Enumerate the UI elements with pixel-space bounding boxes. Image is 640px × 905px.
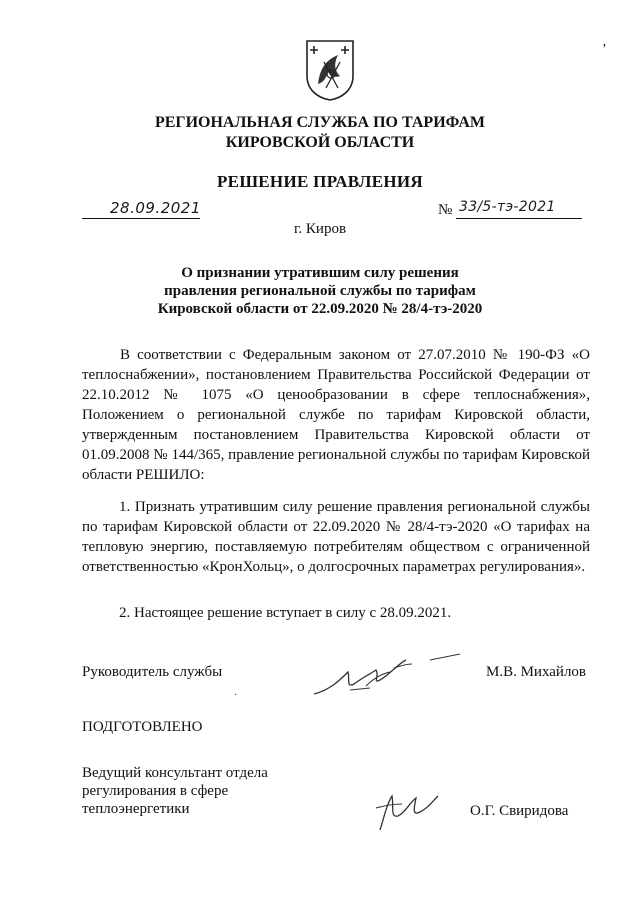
- document-type-title: РЕШЕНИЕ ПРАВЛЕНИЯ: [217, 172, 423, 191]
- subject-line3: Кировской области от 22.09.2020 № 28/4-тэ-2020: [157, 301, 483, 317]
- preparer-signature-image: [372, 788, 442, 834]
- number-label: №: [438, 202, 453, 218]
- preamble-paragraph: В соответствии с Федеральным законом от 27.07.2010 № 190-ФЗ «О теплоснабжении», постановлением Правительства Российской Федерации от 22.10.2012 № 1075 «О ценообразовании в сфере теплоснабжения», Положением о региональной службе по тарифам Кировской области, утвержденным постановлением Правительства Кировской области от 01.09.2008 № 144/365, правление региональной службы по тарифам Кировской области РЕШИЛО:: [82, 347, 590, 483]
- preparer-position-line3: теплоэнергетики: [82, 801, 190, 817]
- preparer-position-line2: регулирования в сфере: [82, 783, 229, 799]
- preparer-name: О.Г. Свиридова: [470, 803, 569, 819]
- subject-line2: правления региональной службы по тарифам: [164, 283, 476, 299]
- city: г. Киров: [293, 221, 347, 237]
- head-signature-image: [310, 650, 470, 698]
- preparer-position-line1: Ведущий консультант отдела: [82, 765, 268, 781]
- corner-mark: ʼ: [602, 42, 607, 57]
- dot-mark: ·: [234, 690, 238, 701]
- decision-item-2: 2. Настоящее решение вступает в силу с 28.09.2021.: [119, 605, 452, 621]
- subject-line1: О признании утратившим силу решения: [181, 265, 459, 281]
- decision-date: 28.09.2021: [110, 199, 201, 217]
- decision-number: 33/5-тэ-2021: [459, 199, 556, 215]
- signatory-name: М.В. Михайлов: [486, 664, 587, 680]
- prepared-label: ПОДГОТОВЛЕНО: [82, 719, 203, 735]
- signatory-role: Руководитель службы: [82, 664, 223, 680]
- decision-item-1: 1. Признать утратившим силу решение правления региональной службы по тарифам Кировской области от 22.09.2020 № 28/4-тэ-2020 «О тарифах на тепловую энергию, поставляемую потребителям обществом с ограниченной ответственностью «КронХольц», о долгосрочных параметрах регулирования».: [82, 499, 590, 575]
- organization-name-line1: РЕГИОНАЛЬНАЯ СЛУЖБА ПО ТАРИФАМ: [154, 114, 486, 131]
- coat-of-arms-emblem: [304, 38, 356, 102]
- organization-name-line2: КИРОВСКОЙ ОБЛАСТИ: [225, 134, 415, 151]
